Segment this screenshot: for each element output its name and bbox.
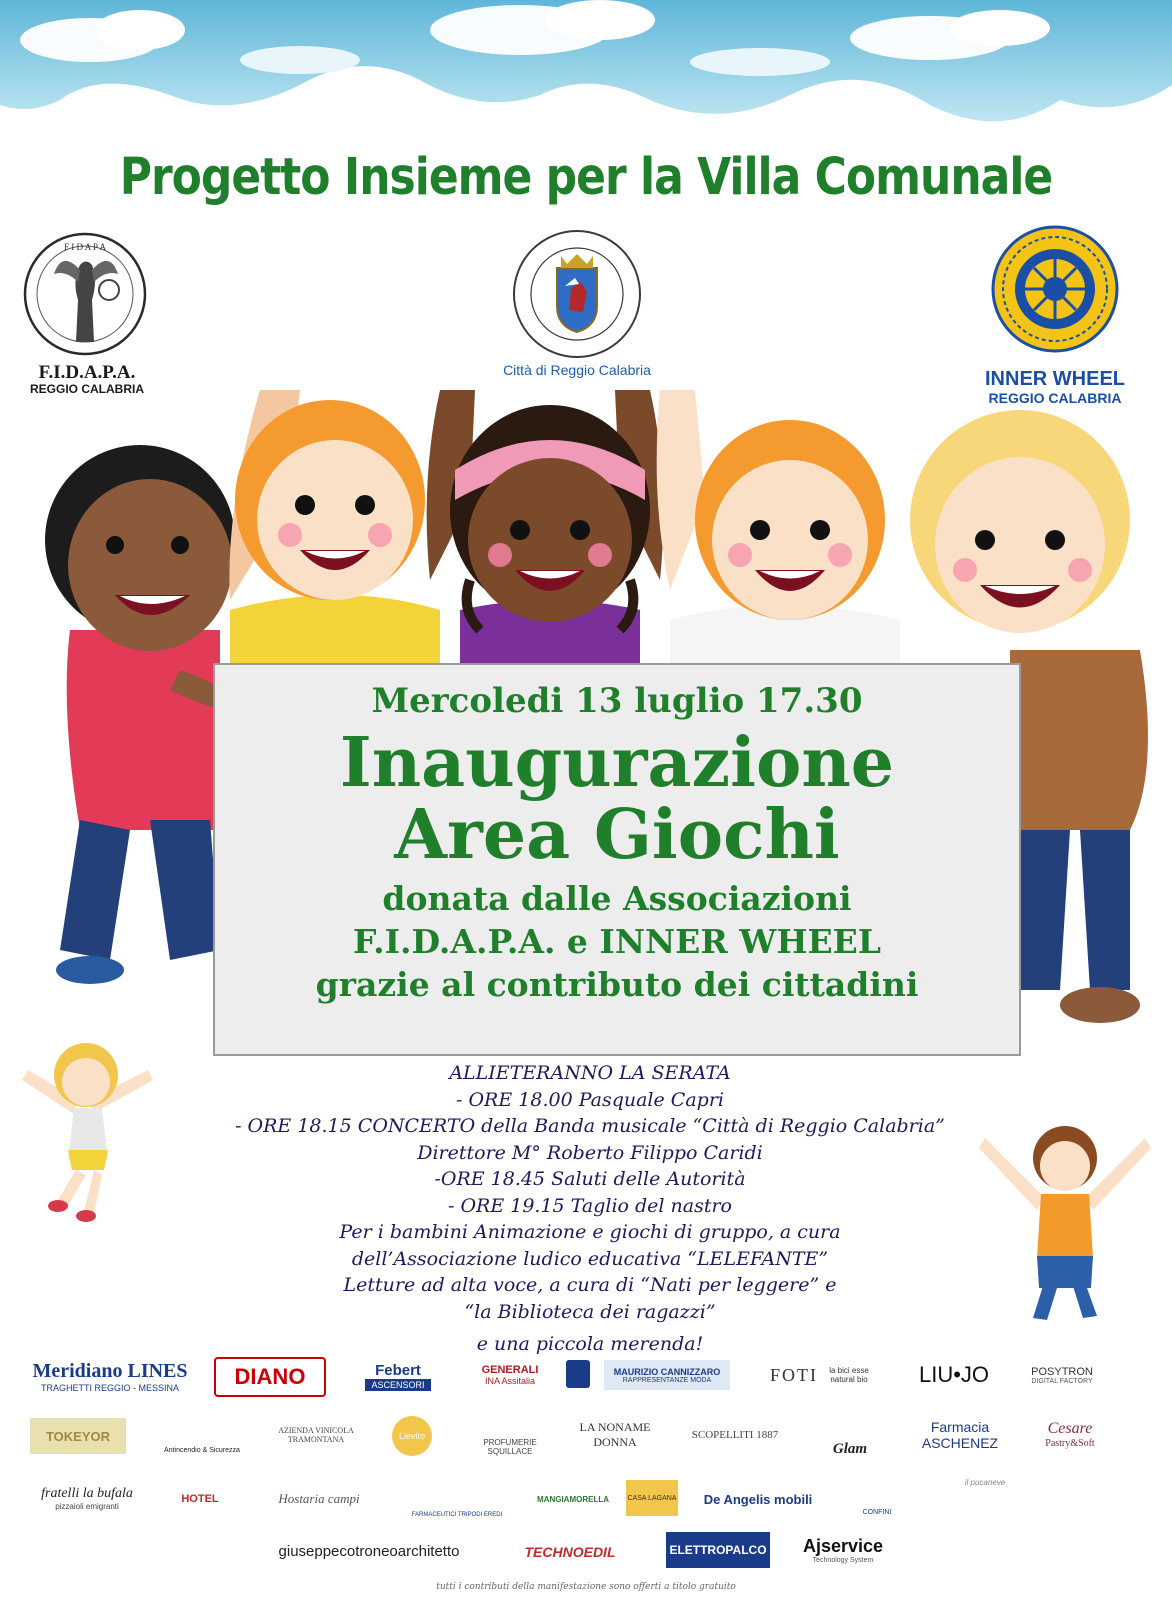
sponsor-glam: Glam xyxy=(832,1441,868,1457)
kid-1-illustration xyxy=(45,445,235,984)
sponsor-casa-lagana: CASA LAGANA xyxy=(626,1480,678,1516)
sponsor-pucaneve: il pucaneve xyxy=(964,1478,1006,1487)
city-crest-icon xyxy=(511,228,643,360)
sponsor-liujo: LIU•JO xyxy=(918,1362,990,1387)
event-sign xyxy=(213,663,1021,1056)
sponsor-diano: DIANO xyxy=(214,1357,326,1397)
sponsor-elettropalco: ELETTROPALCO xyxy=(666,1532,770,1568)
sponsor-mangiamorella: MANGIAMORELLA xyxy=(537,1494,609,1504)
kid-4-illustration xyxy=(657,390,900,680)
svg-text:F I D A P A: F I D A P A xyxy=(64,242,106,252)
sponsor-tokeyor: TOKEYOR xyxy=(30,1418,126,1454)
page-title: Progetto Insieme per la Villa Comunale xyxy=(119,148,1053,207)
sponsor-hostaria: Hostaria campi xyxy=(278,1491,360,1506)
sponsor-foti: FOTI la bici esse natural bio xyxy=(770,1364,869,1385)
program-line: ALLIETERANNO LA SERATA xyxy=(449,1062,731,1084)
footer-note: tutti i contributi della manifestazione sono offerti a titolo gratuito xyxy=(436,1582,736,1592)
program-schedule xyxy=(140,1060,1040,1358)
program-line: Per i bambini Animazione e giochi di gruppo, a cura xyxy=(339,1221,841,1243)
program-line: dell’Associazione ludico educativa “LELEFANTE” xyxy=(351,1247,829,1270)
program-line: Direttore M° Roberto Filippo Caridi xyxy=(417,1141,763,1164)
sponsor-tramontana: AZIENDA VINICOLA TRAMONTANA xyxy=(278,1426,354,1444)
sponsor-meridiano: Meridiano LINES TRAGHETTI REGGIO - MESSINA xyxy=(32,1359,188,1393)
event-date: Mercoledi 13 luglio 17.30 xyxy=(371,681,863,721)
sponsor-cannizzaro: MAURIZIO CANNIZZARO RAPPRESENTANZE MODA xyxy=(604,1360,730,1390)
sponsor-febert: Febert ASCENSORI xyxy=(354,1358,442,1394)
sponsor-confini: CONFINI xyxy=(862,1509,892,1516)
sky-clouds-banner xyxy=(0,0,1172,150)
sponsor-posytron: POSYTRON DIGITAL FACTORY xyxy=(1031,1365,1093,1385)
sponsor-hotel: HOTEL xyxy=(181,1493,219,1505)
sponsor-technoedil: TECHNOEDIL xyxy=(524,1544,616,1560)
sponsor-scopelliti: SCOPELLITI 1887 xyxy=(691,1429,779,1441)
kid-2-illustration xyxy=(229,390,440,680)
sponsor-cesare: Cesare Pastry&Soft xyxy=(1045,1419,1095,1449)
sponsor-generali: GENERALI INA Assitalia xyxy=(481,1364,539,1386)
event-headline-1: Inaugurazione xyxy=(339,723,895,803)
fidapa-emblem-icon xyxy=(14,230,156,358)
sponsor-farmacia: Farmacia ASCHENEZ xyxy=(921,1419,999,1451)
program-line: - ORE 18.15 CONCERTO della Banda musicale “Città di Reggio Calabria” xyxy=(235,1115,945,1137)
sponsor-farmaceutici: FARMACEUTICI TRIPODI EREDI xyxy=(411,1512,503,1518)
inner-wheel-emblem-icon xyxy=(990,224,1120,354)
event-headline-2: Area Giochi xyxy=(394,795,840,875)
sponsor-antincendio: Antincendio & Sicurezza xyxy=(164,1447,240,1454)
fidapa-name: F.I.D.A.P.A. xyxy=(38,362,136,383)
jumping-girl-illustration xyxy=(8,1030,158,1225)
inner-wheel-city: REGGIO CALABRIA xyxy=(988,390,1122,406)
fidapa-city: REGGIO CALABRIA xyxy=(30,382,144,396)
program-line: e una piccola merenda! xyxy=(476,1333,704,1355)
event-line-1: donata dalle Associazioni xyxy=(382,879,852,918)
event-line-3: grazie al contributo dei cittadini xyxy=(315,965,919,1004)
sponsor-de-angelis: De Angelis mobili xyxy=(703,1491,813,1507)
program-line: -ORE 18.45 Saluti delle Autorità xyxy=(434,1168,746,1190)
sponsor-ajservice: Ajservice Technology System xyxy=(802,1536,884,1564)
program-line: “la Biblioteca dei ragazzi” xyxy=(464,1300,716,1323)
sponsor-fratelli: fratelli la bufala pizzaioli emigranti xyxy=(41,1485,133,1511)
program-line: - ORE 18.00 Pasquale Capri xyxy=(456,1088,724,1111)
sponsor-noname: LA NONAME DONNA xyxy=(579,1420,651,1449)
sponsor-lievito: Lievito xyxy=(392,1416,432,1456)
sponsor-cotroneo: giuseppecotroneoarchitetto xyxy=(278,1542,460,1560)
sponsor-squillace: PROFUMERIE SQUILLACE xyxy=(483,1438,537,1456)
kid-3-illustration xyxy=(427,390,664,680)
city-caption: Città di Reggio Calabria xyxy=(503,362,651,378)
program-line: Letture ad alta voce, a cura di “Nati per leggere” e xyxy=(343,1274,837,1296)
sponsor-crest-icon xyxy=(566,1360,590,1388)
event-line-2: F.I.D.A.P.A. e INNER WHEEL xyxy=(352,922,882,961)
inner-wheel-name: INNER WHEEL xyxy=(985,368,1125,390)
program-line: - ORE 19.15 Taglio del nastro xyxy=(448,1194,732,1217)
